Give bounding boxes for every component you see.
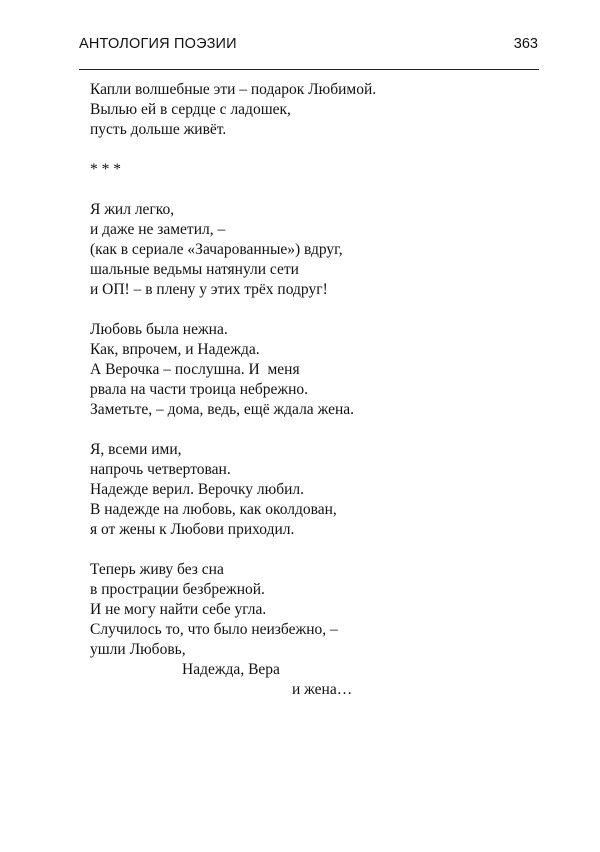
stanza-gap [90,300,530,320]
poem-line: Теперь живу без сна [90,561,224,578]
header-divider [79,69,539,70]
poem-line: в прострации безбрежной. [90,581,265,598]
poem-line: ушли Любовь, [90,641,186,658]
poem-line: В надежде на любовь, как околдован, [90,501,337,518]
stanza-3 [90,320,530,420]
poem-line: напрочь четвертован. [90,461,231,478]
poem-body [90,80,530,700]
stanza-gap [90,540,530,560]
poem-line: Случилось то, что было неизбежно, – [90,621,338,638]
poem-line: шальные ведьмы натянули сети [90,261,299,278]
stanza-gap [90,140,530,160]
stanza-2 [90,200,530,300]
section-separator: * * * [90,161,121,178]
stanza-gap [90,420,530,440]
poem-line: Заметьте, – дома, ведь, ещё ждала жена. [90,401,354,418]
poem-line: я от жены к Любови приходил. [90,521,295,538]
poem-line: пусть дольше живёт. [90,121,227,138]
poem-line-indented: Надежда, Вера [182,661,280,678]
poem-line-indented: и жена… [292,681,353,698]
stanza-5 [90,560,530,700]
poem-line: И не могу найти себе угла. [90,601,267,618]
poem-line: Как, впрочем, и Надежда. [90,341,260,358]
poem-line: Надежде верил. Верочку любил. [90,481,304,498]
stanza-gap [90,180,530,200]
stanza-1 [90,80,530,140]
poem-line: Любовь была нежна. [90,321,228,338]
poem-line: рвала на части троица небрежно. [90,381,309,398]
poem-line: и ОП! – в плену у этих трёх подруг! [90,281,328,298]
poem-line: Вылью ей в сердце с ладошек, [90,101,291,118]
poem-line: Я жил легко, [90,201,175,218]
page-number: 363 [513,36,538,52]
stanza-4 [90,440,530,540]
poem-line: А Верочка – послушна. И меня [90,361,300,378]
poem-line: и даже не заметил, – [90,221,226,238]
poem-line: Капли волшебные эти – подарок Любимой. [90,81,377,98]
poem-line: Я, всеми ими, [90,441,182,458]
poem-line: (как в сериале «Зачарованные») вдруг, [90,241,343,258]
running-header-title: АНТОЛОГИЯ ПОЭЗИИ [79,36,237,52]
